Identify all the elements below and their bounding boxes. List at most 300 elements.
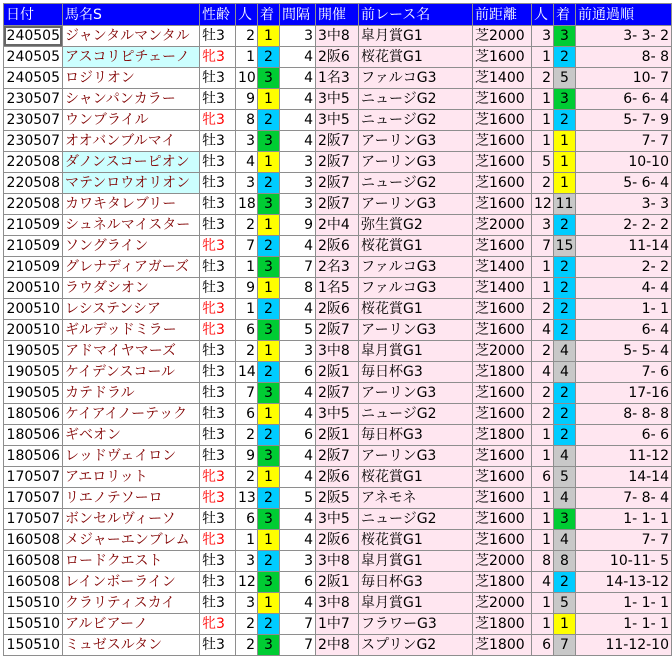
venue-cell: 3中5 bbox=[316, 404, 359, 425]
interval-cell: 4 bbox=[280, 593, 316, 614]
table-row[interactable] bbox=[4, 47, 672, 68]
prev-popularity-cell: 1 bbox=[532, 425, 554, 446]
date-cell: 210509 bbox=[4, 215, 63, 236]
prev-passing-cell: 7- 8- 4 bbox=[576, 488, 672, 509]
date-cell: 200510 bbox=[4, 278, 63, 299]
table-row[interactable] bbox=[4, 320, 672, 341]
popularity-cell: 2 bbox=[236, 341, 258, 362]
date-cell: 160508 bbox=[4, 530, 63, 551]
table-row[interactable] bbox=[4, 530, 672, 551]
prev-finish-cell: 4 bbox=[554, 488, 576, 509]
prev-finish-cell: 11 bbox=[554, 194, 576, 215]
prev-finish-cell: 2 bbox=[554, 404, 576, 425]
date-cell: 170507 bbox=[4, 488, 63, 509]
prev-finish-cell: 1 bbox=[554, 152, 576, 173]
venue-cell: 1名3 bbox=[316, 68, 359, 89]
venue-cell: 2阪7 bbox=[316, 131, 359, 152]
table-row[interactable] bbox=[4, 572, 672, 593]
interval-cell: 3 bbox=[280, 341, 316, 362]
venue-cell: 2阪7 bbox=[316, 152, 359, 173]
prev-popularity-cell: 1 bbox=[532, 131, 554, 152]
prev-race-cell: アーリンG3 bbox=[359, 446, 473, 467]
prev-popularity-cell: 2 bbox=[532, 341, 554, 362]
venue-cell: 2阪1 bbox=[316, 425, 359, 446]
venue-cell: 2阪7 bbox=[316, 446, 359, 467]
table-row[interactable] bbox=[4, 215, 672, 236]
prev-race-cell: 毎日杯G3 bbox=[359, 572, 473, 593]
date-cell: 150510 bbox=[4, 635, 63, 656]
prev-finish-cell: 2 bbox=[554, 110, 576, 131]
prev-popularity-cell: 2 bbox=[532, 383, 554, 404]
popularity-cell: 6 bbox=[236, 509, 258, 530]
sex-age-cell: 牝3 bbox=[200, 467, 236, 488]
finish-cell: 3 bbox=[258, 509, 280, 530]
date-cell: 200510 bbox=[4, 320, 63, 341]
table-row[interactable] bbox=[4, 614, 672, 635]
prev-race-cell: スプリンG2 bbox=[359, 635, 473, 656]
venue-cell: 1中7 bbox=[316, 614, 359, 635]
interval-cell: 4 bbox=[280, 47, 316, 68]
table-row[interactable] bbox=[4, 194, 672, 215]
prev-passing-cell: 8- 8- 8 bbox=[576, 404, 672, 425]
finish-cell: 2 bbox=[258, 299, 280, 320]
prev-finish-cell: 3 bbox=[554, 89, 576, 110]
interval-cell: 4 bbox=[280, 110, 316, 131]
sex-age-cell: 牡3 bbox=[200, 383, 236, 404]
prev-passing-cell: 2- 2 bbox=[576, 257, 672, 278]
table-row[interactable] bbox=[4, 404, 672, 425]
table-row[interactable] bbox=[4, 257, 672, 278]
table-row[interactable] bbox=[4, 26, 672, 47]
prev-race-cell: ファルコG3 bbox=[359, 278, 473, 299]
sex-age-cell: 牡3 bbox=[200, 362, 236, 383]
prev-finish-cell: 2 bbox=[554, 425, 576, 446]
interval-cell: 4 bbox=[280, 236, 316, 257]
date-cell: 170507 bbox=[4, 509, 63, 530]
table-row[interactable] bbox=[4, 131, 672, 152]
prev-finish-cell: 2 bbox=[554, 299, 576, 320]
popularity-cell: 1 bbox=[236, 47, 258, 68]
prev-finish-cell: 1 bbox=[554, 131, 576, 152]
interval-cell: 6 bbox=[280, 425, 316, 446]
popularity-cell: 7 bbox=[236, 236, 258, 257]
prev-finish-cell: 4 bbox=[554, 362, 576, 383]
table-row[interactable] bbox=[4, 173, 672, 194]
header-prev-passing[interactable]: 前通過順 bbox=[576, 4, 672, 26]
table-row[interactable] bbox=[4, 152, 672, 173]
prev-distance-cell: 芝1600 bbox=[473, 131, 532, 152]
interval-cell: 5 bbox=[280, 488, 316, 509]
interval-cell: 4 bbox=[280, 404, 316, 425]
header-date[interactable]: 日付 bbox=[4, 4, 63, 26]
interval-cell: 4 bbox=[280, 467, 316, 488]
prev-race-cell: ニュージG2 bbox=[359, 404, 473, 425]
prev-popularity-cell: 6 bbox=[532, 467, 554, 488]
prev-popularity-cell: 4 bbox=[532, 320, 554, 341]
table-row[interactable] bbox=[4, 551, 672, 572]
interval-cell: 7 bbox=[280, 635, 316, 656]
prev-passing-cell: 11-14 bbox=[576, 236, 672, 257]
horse-name-cell: ケイアイノーテック bbox=[63, 404, 200, 425]
finish-cell: 3 bbox=[258, 131, 280, 152]
prev-distance-cell: 芝1600 bbox=[473, 446, 532, 467]
prev-popularity-cell: 1 bbox=[532, 446, 554, 467]
prev-finish-cell: 2 bbox=[554, 257, 576, 278]
popularity-cell: 14 bbox=[236, 362, 258, 383]
finish-cell: 1 bbox=[258, 278, 280, 299]
sex-age-cell: 牡3 bbox=[200, 152, 236, 173]
prev-distance-cell: 芝1600 bbox=[473, 509, 532, 530]
finish-cell: 3 bbox=[258, 257, 280, 278]
horse-name-cell: ケイデンスコール bbox=[63, 362, 200, 383]
interval-cell: 3 bbox=[280, 152, 316, 173]
prev-distance-cell: 芝1600 bbox=[473, 173, 532, 194]
table-row[interactable] bbox=[4, 488, 672, 509]
finish-cell: 2 bbox=[258, 614, 280, 635]
popularity-cell: 3 bbox=[236, 593, 258, 614]
finish-cell: 3 bbox=[258, 446, 280, 467]
finish-cell: 2 bbox=[258, 110, 280, 131]
prev-distance-cell: 芝1600 bbox=[473, 383, 532, 404]
horse-name-cell: グレナディアガーズ bbox=[63, 257, 200, 278]
horse-name-cell: カワキタレブリー bbox=[63, 194, 200, 215]
prev-distance-cell: 芝1600 bbox=[473, 320, 532, 341]
venue-cell: 2阪6 bbox=[316, 47, 359, 68]
header-sex-age[interactable]: 性齢 bbox=[200, 4, 236, 26]
prev-race-cell: アネモネ bbox=[359, 488, 473, 509]
interval-cell: 7 bbox=[280, 257, 316, 278]
prev-distance-cell: 芝2000 bbox=[473, 26, 532, 47]
finish-cell: 3 bbox=[258, 572, 280, 593]
venue-cell: 2阪7 bbox=[316, 173, 359, 194]
venue-cell: 3中8 bbox=[316, 26, 359, 47]
date-cell: 240505 bbox=[4, 47, 63, 68]
table-row[interactable] bbox=[4, 236, 672, 257]
prev-distance-cell: 芝1400 bbox=[473, 68, 532, 89]
finish-cell: 2 bbox=[258, 488, 280, 509]
venue-cell: 1名5 bbox=[316, 278, 359, 299]
race-history-table-container bbox=[3, 3, 671, 656]
venue-cell: 3中5 bbox=[316, 509, 359, 530]
sex-age-cell: 牝3 bbox=[200, 299, 236, 320]
sex-age-cell: 牡3 bbox=[200, 593, 236, 614]
sex-age-cell: 牡3 bbox=[200, 257, 236, 278]
prev-popularity-cell: 1 bbox=[532, 89, 554, 110]
horse-name-cell: ラウダシオン bbox=[63, 278, 200, 299]
prev-passing-cell: 10- 7 bbox=[576, 68, 672, 89]
prev-distance-cell: 芝1600 bbox=[473, 152, 532, 173]
table-row[interactable] bbox=[4, 593, 672, 614]
prev-finish-cell: 5 bbox=[554, 467, 576, 488]
table-row[interactable] bbox=[4, 446, 672, 467]
popularity-cell: 9 bbox=[236, 278, 258, 299]
table-row[interactable] bbox=[4, 383, 672, 404]
date-cell: 230507 bbox=[4, 131, 63, 152]
prev-passing-cell: 1- 1- 1 bbox=[576, 593, 672, 614]
table-row[interactable] bbox=[4, 362, 672, 383]
prev-distance-cell: 芝1800 bbox=[473, 635, 532, 656]
popularity-cell: 1 bbox=[236, 299, 258, 320]
sex-age-cell: 牡3 bbox=[200, 572, 236, 593]
prev-race-cell: ニュージG2 bbox=[359, 509, 473, 530]
interval-cell: 3 bbox=[280, 194, 316, 215]
prev-distance-cell: 芝1600 bbox=[473, 467, 532, 488]
header-finish[interactable]: 着 bbox=[258, 4, 280, 26]
prev-finish-cell: 4 bbox=[554, 446, 576, 467]
header-venue[interactable]: 開催 bbox=[316, 4, 359, 26]
prev-race-cell: アーリンG3 bbox=[359, 320, 473, 341]
popularity-cell: 9 bbox=[236, 446, 258, 467]
prev-passing-cell: 1- 1- 1 bbox=[576, 614, 672, 635]
sex-age-cell: 牝3 bbox=[200, 614, 236, 635]
header-prev-finish[interactable]: 着 bbox=[554, 4, 576, 26]
prev-race-cell: 皐月賞G1 bbox=[359, 341, 473, 362]
prev-race-cell: アーリンG3 bbox=[359, 131, 473, 152]
popularity-cell: 1 bbox=[236, 530, 258, 551]
horse-name-cell: ダノンスコーピオン bbox=[63, 152, 200, 173]
horse-name-cell: オオバンブルマイ bbox=[63, 131, 200, 152]
venue-cell: 2阪7 bbox=[316, 194, 359, 215]
sex-age-cell: 牡3 bbox=[200, 26, 236, 47]
prev-race-cell: 皐月賞G1 bbox=[359, 551, 473, 572]
header-prev-popularity[interactable]: 人 bbox=[532, 4, 554, 26]
popularity-cell: 12 bbox=[236, 572, 258, 593]
finish-cell: 1 bbox=[258, 593, 280, 614]
prev-race-cell: 桜花賞G1 bbox=[359, 530, 473, 551]
prev-passing-cell: 7- 7 bbox=[576, 530, 672, 551]
header-prev-race[interactable]: 前レース名 bbox=[359, 4, 473, 26]
prev-popularity-cell: 1 bbox=[532, 278, 554, 299]
prev-distance-cell: 芝1400 bbox=[473, 257, 532, 278]
prev-race-cell: ニュージG2 bbox=[359, 173, 473, 194]
horse-name-cell: クラリティスカイ bbox=[63, 593, 200, 614]
prev-popularity-cell: 2 bbox=[532, 173, 554, 194]
sex-age-cell: 牡3 bbox=[200, 509, 236, 530]
interval-cell: 4 bbox=[280, 509, 316, 530]
prev-race-cell: ファルコG3 bbox=[359, 68, 473, 89]
sex-age-cell: 牝3 bbox=[200, 320, 236, 341]
date-cell: 150510 bbox=[4, 614, 63, 635]
prev-popularity-cell: 1 bbox=[532, 257, 554, 278]
interval-cell: 8 bbox=[280, 278, 316, 299]
horse-name-cell: ギルデッドミラー bbox=[63, 320, 200, 341]
prev-race-cell: アーリンG3 bbox=[359, 194, 473, 215]
sex-age-cell: 牡3 bbox=[200, 173, 236, 194]
table-row[interactable] bbox=[4, 425, 672, 446]
sex-age-cell: 牝3 bbox=[200, 488, 236, 509]
finish-cell: 3 bbox=[258, 68, 280, 89]
prev-race-cell: アーリンG3 bbox=[359, 152, 473, 173]
date-cell: 180506 bbox=[4, 425, 63, 446]
popularity-cell: 7 bbox=[236, 383, 258, 404]
interval-cell: 3 bbox=[280, 173, 316, 194]
interval-cell: 4 bbox=[280, 383, 316, 404]
venue-cell: 2中4 bbox=[316, 215, 359, 236]
table-row[interactable] bbox=[4, 89, 672, 110]
prev-race-cell: 皐月賞G1 bbox=[359, 26, 473, 47]
prev-popularity-cell: 1 bbox=[532, 110, 554, 131]
prev-passing-cell: 3- 3- 2 bbox=[576, 26, 672, 47]
table-row[interactable] bbox=[4, 68, 672, 89]
finish-cell: 1 bbox=[258, 152, 280, 173]
interval-cell: 4 bbox=[280, 68, 316, 89]
finish-cell: 2 bbox=[258, 173, 280, 194]
interval-cell: 3 bbox=[280, 551, 316, 572]
interval-cell: 4 bbox=[280, 530, 316, 551]
finish-cell: 3 bbox=[258, 194, 280, 215]
date-cell: 190505 bbox=[4, 341, 63, 362]
venue-cell: 2名3 bbox=[316, 257, 359, 278]
popularity-cell: 2 bbox=[236, 425, 258, 446]
prev-finish-cell: 2 bbox=[554, 383, 576, 404]
prev-popularity-cell: 4 bbox=[532, 362, 554, 383]
finish-cell: 1 bbox=[258, 26, 280, 47]
horse-name-cell: ウンブライル bbox=[63, 110, 200, 131]
popularity-cell: 3 bbox=[236, 131, 258, 152]
popularity-cell: 9 bbox=[236, 89, 258, 110]
sex-age-cell: 牡3 bbox=[200, 215, 236, 236]
prev-distance-cell: 芝1600 bbox=[473, 404, 532, 425]
prev-distance-cell: 芝1600 bbox=[473, 110, 532, 131]
finish-cell: 1 bbox=[258, 530, 280, 551]
prev-distance-cell: 芝1600 bbox=[473, 236, 532, 257]
prev-popularity-cell: 1 bbox=[532, 488, 554, 509]
prev-finish-cell: 1 bbox=[554, 173, 576, 194]
header-prev-distance[interactable]: 前距離 bbox=[473, 4, 532, 26]
prev-finish-cell: 2 bbox=[554, 215, 576, 236]
date-cell: 160508 bbox=[4, 572, 63, 593]
horse-name-cell: ロードクエスト bbox=[63, 551, 200, 572]
interval-cell: 3 bbox=[280, 26, 316, 47]
table-row[interactable] bbox=[4, 635, 672, 656]
interval-cell: 6 bbox=[280, 572, 316, 593]
venue-cell: 3中8 bbox=[316, 593, 359, 614]
prev-passing-cell: 14-14 bbox=[576, 467, 672, 488]
venue-cell: 2阪7 bbox=[316, 320, 359, 341]
date-cell: 210509 bbox=[4, 236, 63, 257]
header-horse-name[interactable]: 馬名S bbox=[63, 4, 200, 26]
interval-cell: 9 bbox=[280, 215, 316, 236]
prev-passing-cell: 7- 7 bbox=[576, 131, 672, 152]
prev-race-cell: 桜花賞G1 bbox=[359, 299, 473, 320]
prev-distance-cell: 芝1800 bbox=[473, 572, 532, 593]
table-row[interactable] bbox=[4, 341, 672, 362]
horse-name-cell: レシステンシア bbox=[63, 299, 200, 320]
table-row[interactable] bbox=[4, 467, 672, 488]
date-cell: 190505 bbox=[4, 383, 63, 404]
prev-race-cell: アーリンG3 bbox=[359, 383, 473, 404]
sex-age-cell: 牡3 bbox=[200, 194, 236, 215]
prev-passing-cell: 3- 3 bbox=[576, 194, 672, 215]
prev-finish-cell: 3 bbox=[554, 26, 576, 47]
date-cell: 240505 bbox=[4, 26, 63, 47]
date-cell: 170507 bbox=[4, 467, 63, 488]
prev-distance-cell: 芝1800 bbox=[473, 425, 532, 446]
prev-passing-cell: 14-13-12 bbox=[576, 572, 672, 593]
table-row[interactable] bbox=[4, 509, 672, 530]
prev-passing-cell: 4- 4 bbox=[576, 278, 672, 299]
prev-distance-cell: 芝1600 bbox=[473, 488, 532, 509]
horse-name-cell: ギベオン bbox=[63, 425, 200, 446]
prev-finish-cell: 1 bbox=[554, 614, 576, 635]
popularity-cell: 10 bbox=[236, 68, 258, 89]
horse-name-cell: リエノテソーロ bbox=[63, 488, 200, 509]
venue-cell: 2阪1 bbox=[316, 572, 359, 593]
prev-finish-cell: 3 bbox=[554, 509, 576, 530]
prev-popularity-cell: 7 bbox=[532, 236, 554, 257]
horse-name-cell: メジャーエンブレム bbox=[63, 530, 200, 551]
prev-popularity-cell: 1 bbox=[532, 509, 554, 530]
interval-cell: 4 bbox=[280, 131, 316, 152]
finish-cell: 2 bbox=[258, 47, 280, 68]
prev-race-cell: ファルコG3 bbox=[359, 257, 473, 278]
prev-distance-cell: 芝1800 bbox=[473, 614, 532, 635]
prev-race-cell: 桜花賞G1 bbox=[359, 236, 473, 257]
header-interval[interactable]: 間隔 bbox=[280, 4, 316, 26]
header-row bbox=[4, 4, 672, 26]
finish-cell: 3 bbox=[258, 635, 280, 656]
prev-popularity-cell: 3 bbox=[532, 215, 554, 236]
sex-age-cell: 牡3 bbox=[200, 68, 236, 89]
date-cell: 230507 bbox=[4, 110, 63, 131]
prev-race-cell: 桜花賞G1 bbox=[359, 47, 473, 68]
date-cell: 180506 bbox=[4, 446, 63, 467]
finish-cell: 2 bbox=[258, 236, 280, 257]
prev-distance-cell: 芝1600 bbox=[473, 89, 532, 110]
prev-passing-cell: 6- 6- 4 bbox=[576, 89, 672, 110]
sex-age-cell: 牡3 bbox=[200, 425, 236, 446]
date-cell: 200510 bbox=[4, 299, 63, 320]
prev-race-cell: 毎日杯G3 bbox=[359, 362, 473, 383]
interval-cell: 7 bbox=[280, 614, 316, 635]
prev-finish-cell: 2 bbox=[554, 47, 576, 68]
popularity-cell: 18 bbox=[236, 194, 258, 215]
header-popularity[interactable]: 人 bbox=[236, 4, 258, 26]
prev-finish-cell: 15 bbox=[554, 236, 576, 257]
date-cell: 220508 bbox=[4, 173, 63, 194]
finish-cell: 2 bbox=[258, 551, 280, 572]
sex-age-cell: 牝3 bbox=[200, 236, 236, 257]
prev-passing-cell: 10-10 bbox=[576, 152, 672, 173]
date-cell: 240505 bbox=[4, 68, 63, 89]
venue-cell: 3中5 bbox=[316, 110, 359, 131]
popularity-cell: 2 bbox=[236, 614, 258, 635]
finish-cell: 3 bbox=[258, 320, 280, 341]
prev-popularity-cell: 5 bbox=[532, 152, 554, 173]
date-cell: 150510 bbox=[4, 593, 63, 614]
horse-name-cell: シャンパンカラー bbox=[63, 89, 200, 110]
finish-cell: 1 bbox=[258, 89, 280, 110]
prev-passing-cell: 17-16 bbox=[576, 383, 672, 404]
sex-age-cell: 牡3 bbox=[200, 341, 236, 362]
table-row[interactable] bbox=[4, 299, 672, 320]
horse-name-cell: アエロリット bbox=[63, 467, 200, 488]
interval-cell: 4 bbox=[280, 299, 316, 320]
sex-age-cell: 牝3 bbox=[200, 530, 236, 551]
table-row[interactable] bbox=[4, 278, 672, 299]
prev-distance-cell: 芝2000 bbox=[473, 551, 532, 572]
prev-distance-cell: 芝1400 bbox=[473, 278, 532, 299]
horse-name-cell: アドマイヤマーズ bbox=[63, 341, 200, 362]
horse-name-cell: ミュゼスルタン bbox=[63, 635, 200, 656]
venue-cell: 2阪6 bbox=[316, 530, 359, 551]
finish-cell: 1 bbox=[258, 341, 280, 362]
horse-name-cell: アスコリピチェーノ bbox=[63, 47, 200, 68]
sex-age-cell: 牡3 bbox=[200, 446, 236, 467]
table-row[interactable] bbox=[4, 110, 672, 131]
horse-name-cell: レインボーライン bbox=[63, 572, 200, 593]
popularity-cell: 6 bbox=[236, 320, 258, 341]
